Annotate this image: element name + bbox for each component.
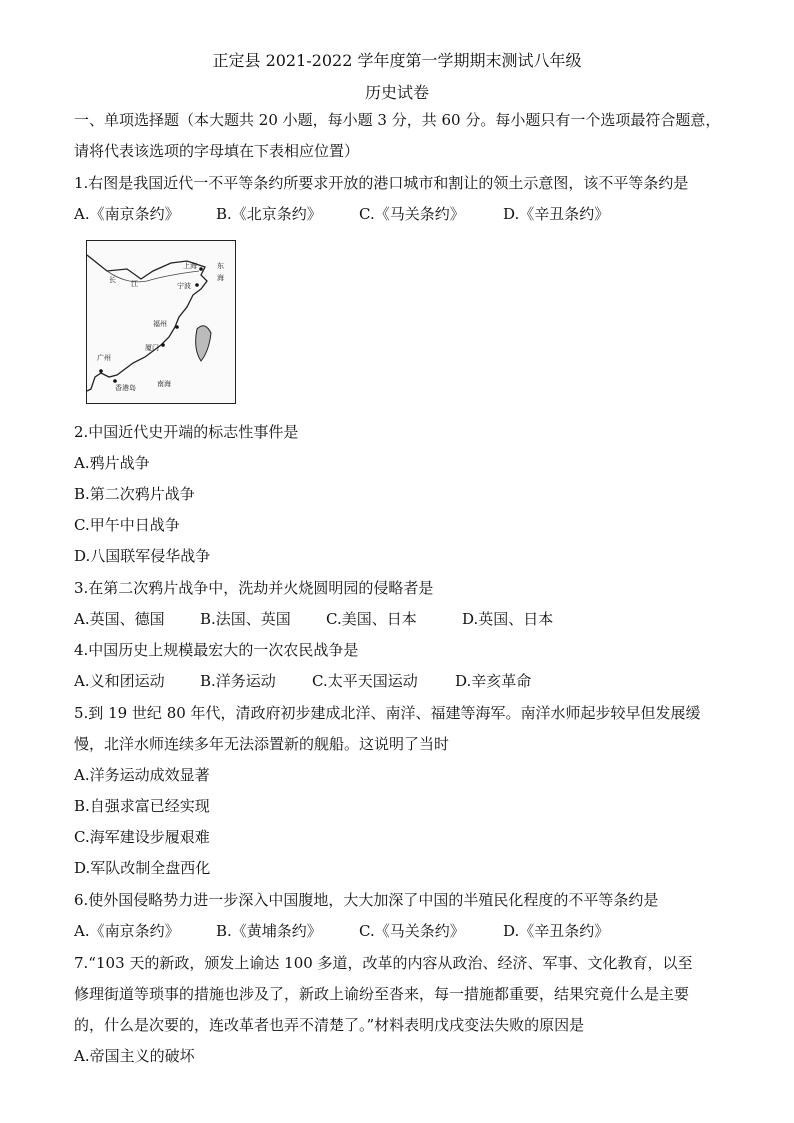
ningbo-dot	[195, 283, 199, 287]
q4-option-b: B.洋务运动	[200, 672, 276, 690]
xiamen-dot	[161, 343, 165, 347]
q6-option-d: D.《辛丑条约》	[503, 922, 610, 940]
q2-option-d: D.八国联军侵华战争	[74, 547, 211, 565]
guangzhou-dot	[99, 369, 103, 373]
map-label-fuzhou: 福州	[153, 320, 167, 328]
q4-options	[74, 671, 531, 691]
q2-option-c: C.甲午中日战争	[74, 516, 180, 534]
q3-option-b: B.法国、英国	[200, 610, 291, 628]
q5-stem-line1: 5.到 19 世纪 80 年代，清政府初步建成北洋、南洋、福建等海军。南洋水师起步较早但发展缓	[74, 704, 701, 722]
q6-options	[74, 921, 609, 941]
q2-option-a: A.鸦片战争	[74, 454, 150, 472]
q6-option-c: C.《马关条约》	[359, 922, 465, 940]
q6-stem: 6.使外国侵略势力进一步深入中国腹地，大大加深了中国的半殖民化程度的不平等条约是	[74, 891, 659, 909]
q3-option-a: A.英国、德国	[74, 610, 165, 628]
taiwan-island	[196, 326, 211, 361]
q4-option-a: A.义和团运动	[74, 672, 165, 690]
q1-options	[74, 204, 609, 224]
q7-stem-line1: 7.“103 天的新政，颁发上谕达 100 多道，改革的内容从政治、经济、军事、文化教育，以至	[74, 954, 693, 972]
q3-stem: 3.在第二次鸦片战争中，洗劫并火烧圆明园的侵略者是	[74, 579, 434, 597]
q5-stem-line2: 慢，北洋水师连续多年无法添置新的舰船。这说明了当时	[74, 735, 450, 753]
q5-option-d: D.军队改制全盘西化	[74, 859, 211, 877]
q5-option-a: A.洋务运动成效显著	[74, 766, 210, 784]
q6-option-a: A.《南京条约》	[74, 922, 180, 940]
fuzhou-dot	[175, 325, 179, 329]
q4-option-c: C.太平天国运动	[312, 672, 418, 690]
q7-stem-line3: 的，什么是次要的，连改革者也弄不清楚了。”材料表明戊戌变法失败的原因是	[74, 1016, 585, 1034]
q3-option-d: D.英国、日本	[462, 610, 554, 628]
q4-stem: 4.中国历史上规模最宏大的一次农民战争是	[74, 641, 359, 659]
shanghai-dot	[199, 267, 203, 271]
map-label-shanghai: 上海	[183, 262, 197, 270]
q7-option-a: A.帝国主义的破坏	[74, 1047, 195, 1065]
q2-stem: 2.中国近代史开端的标志性事件是	[74, 423, 299, 441]
q1-stem: 1.右图是我国近代一不平等条约所要求开放的港口城市和割让的领土示意图，该不平等条约是	[74, 174, 689, 192]
q2-option-b: B.第二次鸦片战争	[74, 485, 195, 503]
q4-option-d: D.辛亥革命	[455, 672, 532, 690]
map-label-dong: 东	[217, 262, 224, 270]
q1-map-figure	[86, 240, 236, 404]
coastline	[87, 255, 207, 391]
q3-options	[74, 609, 553, 629]
map-label-ningbo: 宁波	[177, 282, 191, 290]
q1-option-a: A.《南京条约》	[74, 205, 180, 223]
q7-stem-line2: 修理街道等琐事的措施也涉及了，新政上谕纷至沓来，每一措施都重要，结果究竟什么是主要	[74, 985, 690, 1003]
section-heading-line2: 请将代表该选项的字母填在下表相应位置）	[74, 142, 360, 160]
section-heading-line1: 一、单项选择题（本大题共 20 小题，每小题 3 分，共 60 分。每小题只有一个选项最符合题意，	[74, 111, 721, 129]
map-label-hongkong: 香港岛	[115, 384, 136, 392]
map-label-guangzhou: 广州	[97, 354, 111, 362]
q1-option-b: B.《北京条约》	[216, 205, 322, 223]
exam-title: 正定县 2021-2022 学年度第一学期期末测试八年级	[212, 51, 582, 70]
map-label-chang: 长	[109, 276, 116, 284]
q6-option-b: B.《黄埔条约》	[216, 922, 322, 940]
map-label-nanhai: 南海	[157, 380, 171, 388]
q1-option-d: D.《辛丑条约》	[503, 205, 610, 223]
q5-option-c: C.海军建设步履艰难	[74, 828, 210, 846]
map-label-xiamen: 厦门	[145, 344, 159, 352]
exam-subtitle: 历史试卷	[364, 83, 429, 102]
q1-option-c: C.《马关条约》	[359, 205, 465, 223]
q3-option-c: C.美国、日本	[326, 610, 417, 628]
map-label-jiang: 江	[131, 280, 138, 288]
map-label-hai: 海	[217, 274, 224, 282]
q5-option-b: B.自强求富已经实现	[74, 797, 210, 815]
